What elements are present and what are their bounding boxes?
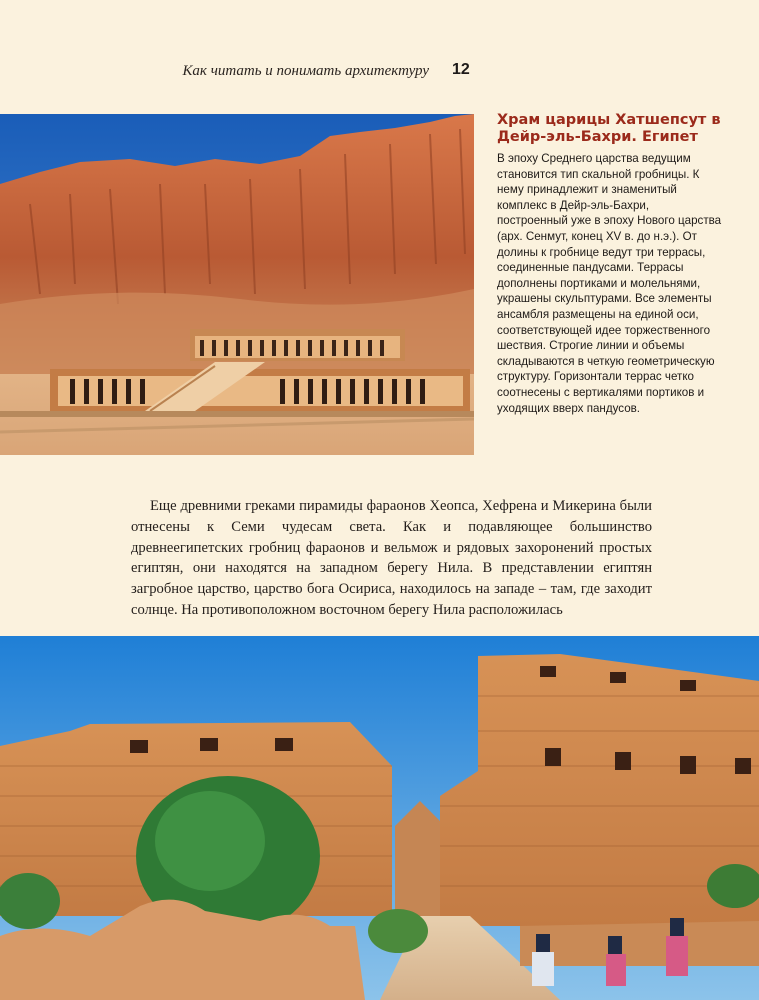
page-header <box>0 60 759 84</box>
caption-text: В эпоху Среднего царства ведущим становится тип скальной гробницы. К нему принадлежит и знаменитый комплекс в Дейр-эль-Бахри, построенный уже в эпоху Нового царства (арх. Сенмут, конец XV в. до н.э.). От долины к гробнице ведут три террасы, соединенные пандусами. Террасы дополнены портиками и молельнями, украшены скульптурами. Все элементы ансамбля размещены на единой оси, соответствующей идее торжественного шествия. Строгие линии и объемы складываются в четкую геометрическую структуру. Горизонтали террас четко соотнесены с вертикалями портиков и уходящих вверх пандусов. <box>497 152 722 415</box>
caption-title: Храм царицы Хатшепсут в Дейр-эль-Бахри. Египет <box>497 112 721 145</box>
photo-caption <box>497 112 722 416</box>
page-number: 12 <box>452 61 470 78</box>
temple-of-hatshepsut-photo <box>0 114 474 455</box>
body-paragraph: Еще древними греками пирамиды фараонов Хеопса, Хефрена и Микерина были отнесены к Семи чудесам света. Как и подавляющее большинство древнеегипетских гробниц фараонов и вельмож и рядовых захоронений простых египтян, они находятся на западном берегу Нила. В представлении египтян загробное царство, царство бога Осириса, находилось на западе – там, где заходит солнце. На противоположном восточном берегу Нила расположилась <box>131 498 652 618</box>
running-title: Как читать и понимать архитектуру <box>182 63 429 79</box>
karnak-temple-pylons-photo <box>0 636 759 1000</box>
